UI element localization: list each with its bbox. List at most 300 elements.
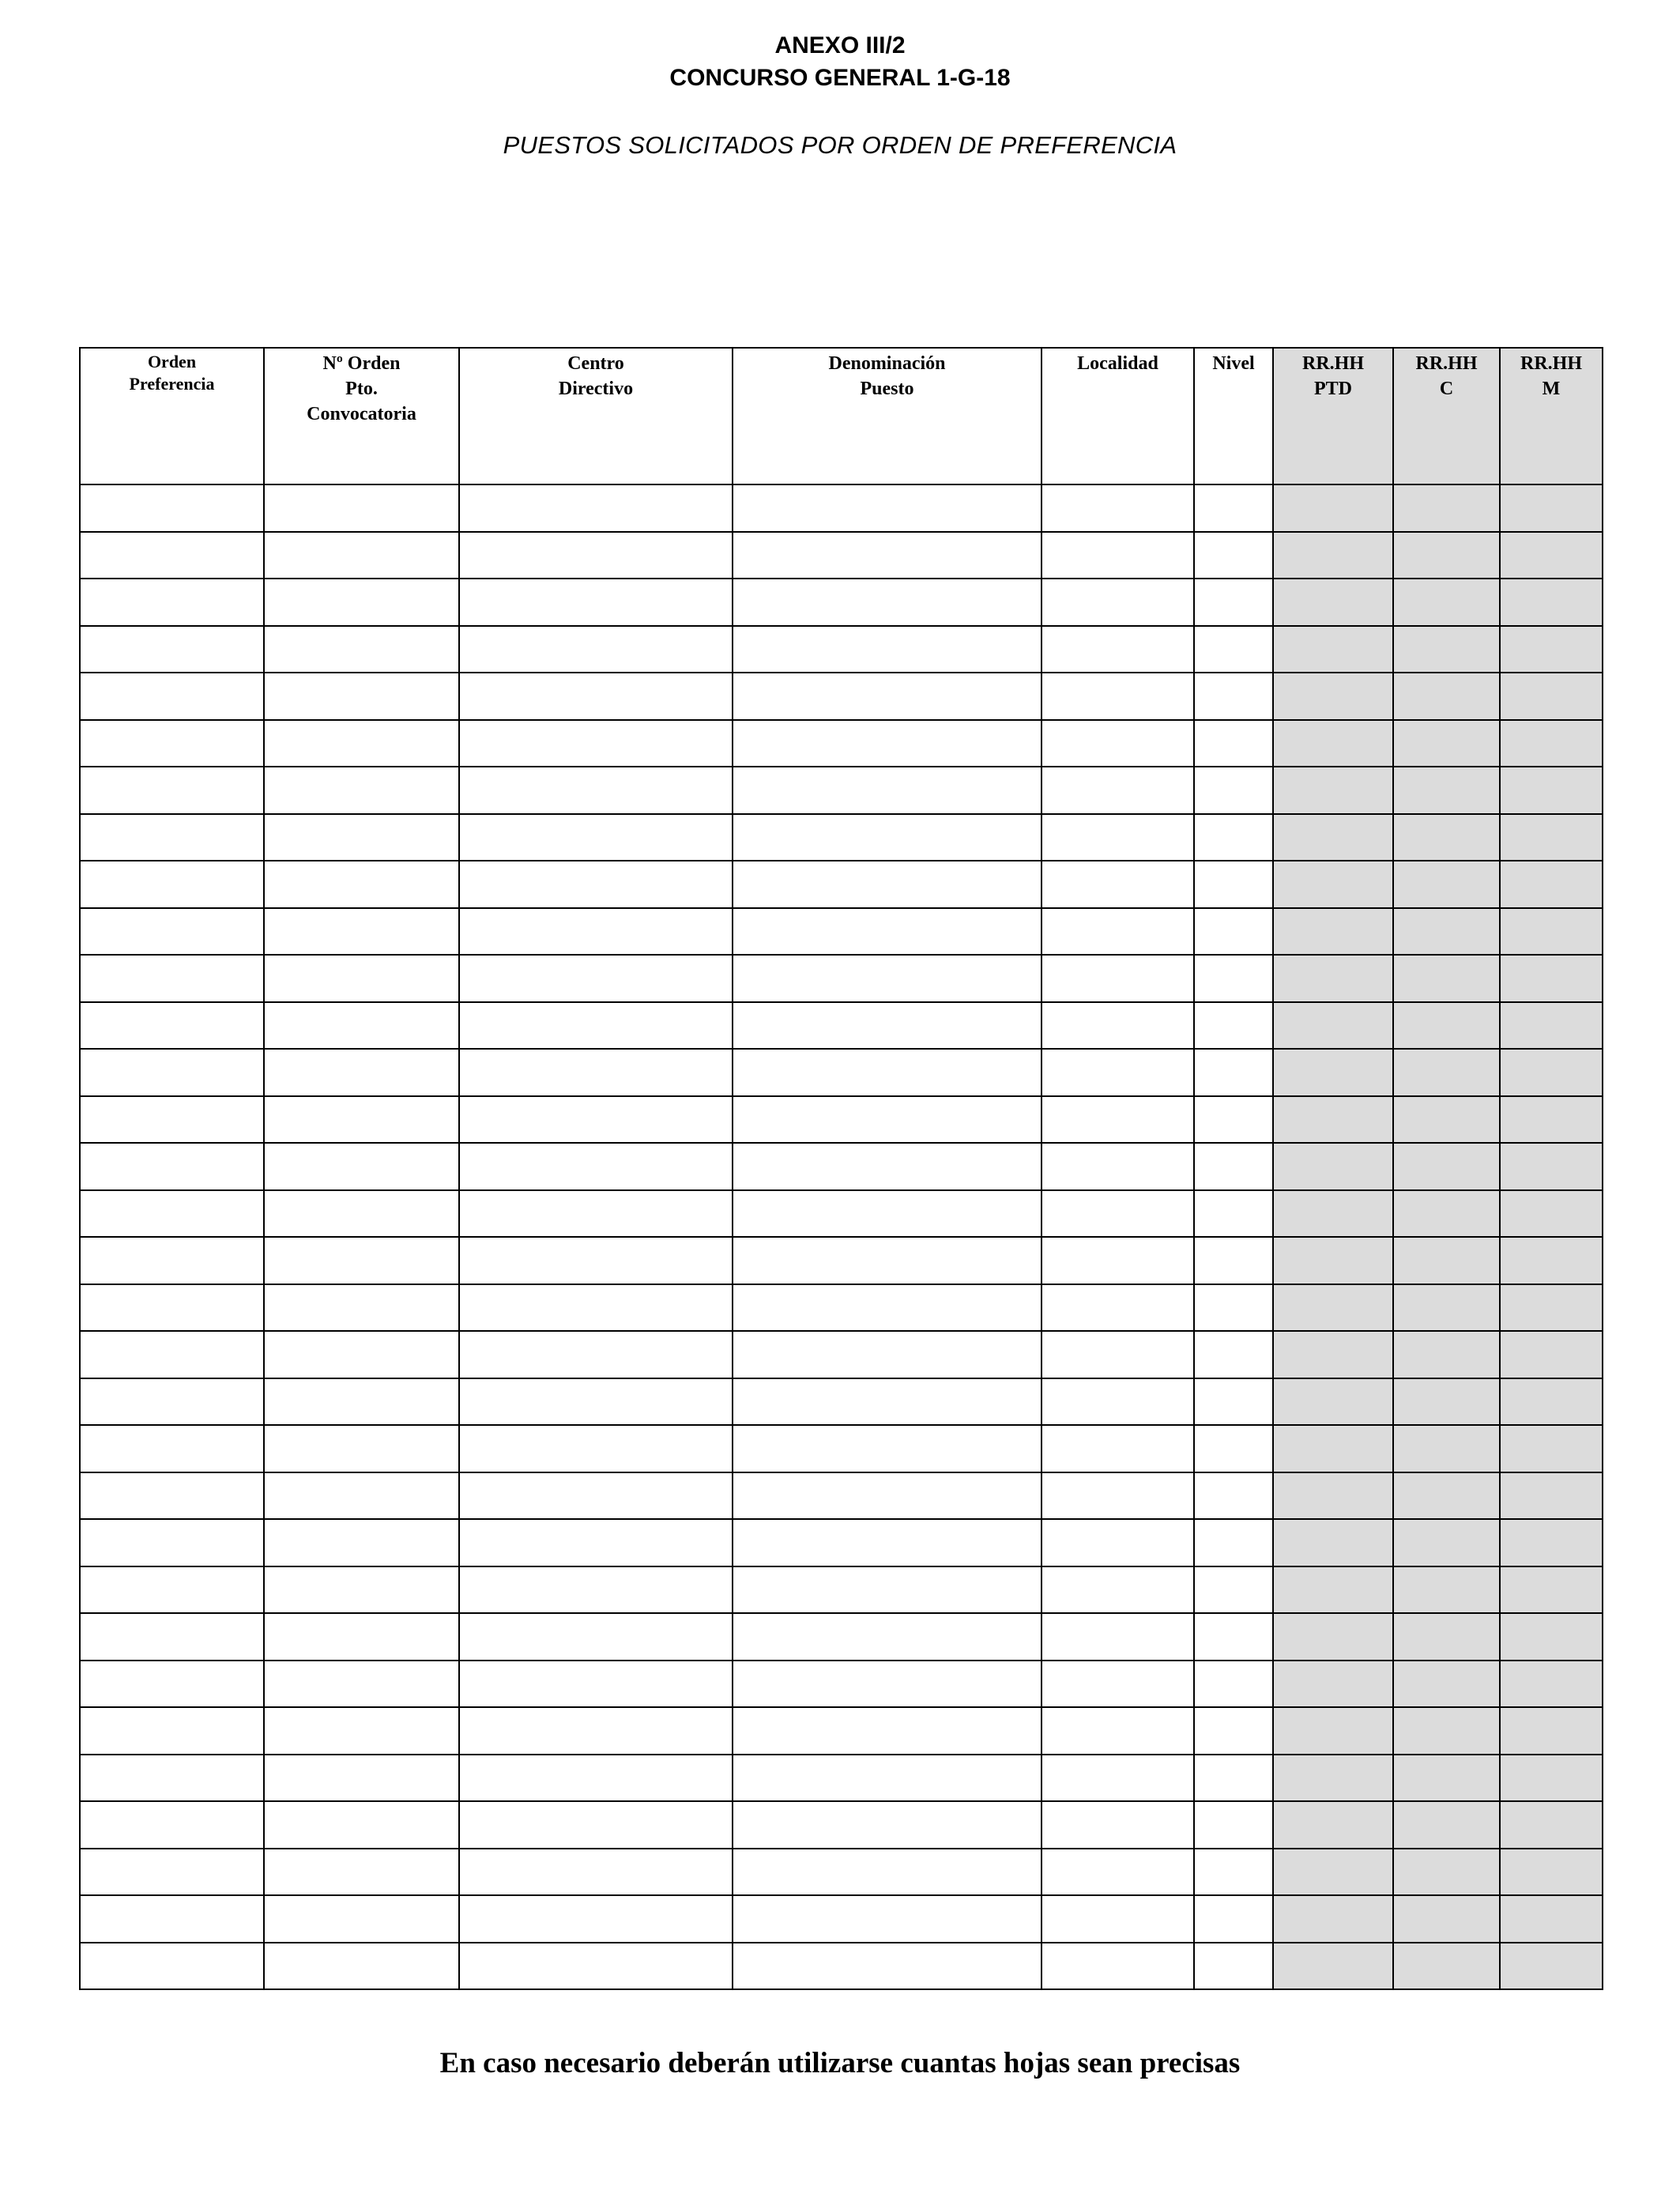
cell-localidad xyxy=(1042,673,1194,720)
cell-centro-directivo xyxy=(459,1237,733,1284)
cell-rrhh-m xyxy=(1500,1566,1603,1614)
cell-localidad xyxy=(1042,1284,1194,1332)
cell-centro-directivo xyxy=(459,1566,733,1614)
cell-rrhh-m xyxy=(1500,720,1603,767)
cell-localidad xyxy=(1042,1096,1194,1144)
cell-localidad xyxy=(1042,955,1194,1002)
col-nivel: Nivel xyxy=(1194,348,1273,484)
cell-rrhh-m xyxy=(1500,955,1603,1002)
cell-nivel xyxy=(1194,1002,1273,1050)
cell-denominacion-puesto xyxy=(733,720,1042,767)
cell-localidad xyxy=(1042,484,1194,532)
cell-rrhh-c xyxy=(1393,1755,1500,1802)
cell-denominacion-puesto xyxy=(733,1425,1042,1472)
cell-rrhh-ptd xyxy=(1273,1707,1393,1755)
table-row xyxy=(80,1707,1603,1755)
cell-orden-preferencia xyxy=(80,579,264,626)
cell-rrhh-ptd xyxy=(1273,1425,1393,1472)
cell-denominacion-puesto xyxy=(733,1002,1042,1050)
cell-orden-preferencia xyxy=(80,908,264,956)
cell-rrhh-c xyxy=(1393,673,1500,720)
cell-nivel xyxy=(1194,1190,1273,1238)
cell-rrhh-c xyxy=(1393,1284,1500,1332)
cell-rrhh-c xyxy=(1393,814,1500,861)
cell-rrhh-ptd xyxy=(1273,1519,1393,1566)
cell-numero-orden xyxy=(264,1284,459,1332)
cell-numero-orden xyxy=(264,532,459,579)
cell-numero-orden xyxy=(264,1002,459,1050)
table-row xyxy=(80,1284,1603,1332)
cell-centro-directivo xyxy=(459,626,733,673)
table-row xyxy=(80,484,1603,532)
cell-rrhh-c xyxy=(1393,1566,1500,1614)
cell-localidad xyxy=(1042,1425,1194,1472)
cell-rrhh-m xyxy=(1500,1237,1603,1284)
cell-rrhh-c xyxy=(1393,955,1500,1002)
cell-nivel xyxy=(1194,1378,1273,1426)
cell-rrhh-m xyxy=(1500,673,1603,720)
cell-centro-directivo xyxy=(459,579,733,626)
cell-rrhh-c xyxy=(1393,767,1500,814)
cell-denominacion-puesto xyxy=(733,1566,1042,1614)
cell-localidad xyxy=(1042,1707,1194,1755)
table-row xyxy=(80,1801,1603,1849)
cell-numero-orden xyxy=(264,1425,459,1472)
cell-nivel xyxy=(1194,861,1273,908)
cell-rrhh-c xyxy=(1393,1801,1500,1849)
cell-numero-orden xyxy=(264,908,459,956)
cell-localidad xyxy=(1042,1190,1194,1238)
cell-nivel xyxy=(1194,1049,1273,1096)
cell-denominacion-puesto xyxy=(733,1661,1042,1708)
cell-rrhh-c xyxy=(1393,1237,1500,1284)
cell-orden-preferencia xyxy=(80,955,264,1002)
cell-denominacion-puesto xyxy=(733,1331,1042,1378)
cell-nivel xyxy=(1194,1143,1273,1190)
cell-localidad xyxy=(1042,1002,1194,1050)
cell-orden-preferencia xyxy=(80,1002,264,1050)
cell-orden-preferencia xyxy=(80,1613,264,1661)
table-row xyxy=(80,626,1603,673)
cell-localidad xyxy=(1042,1849,1194,1896)
cell-centro-directivo xyxy=(459,1849,733,1896)
table-row xyxy=(80,720,1603,767)
cell-rrhh-c xyxy=(1393,720,1500,767)
cell-nivel xyxy=(1194,1425,1273,1472)
cell-rrhh-m xyxy=(1500,1661,1603,1708)
cell-localidad xyxy=(1042,1237,1194,1284)
cell-rrhh-c xyxy=(1393,1707,1500,1755)
cell-orden-preferencia xyxy=(80,814,264,861)
cell-localidad xyxy=(1042,626,1194,673)
cell-localidad xyxy=(1042,1049,1194,1096)
cell-orden-preferencia xyxy=(80,1895,264,1943)
cell-localidad xyxy=(1042,1378,1194,1426)
cell-nivel xyxy=(1194,720,1273,767)
cell-rrhh-ptd xyxy=(1273,720,1393,767)
cell-centro-directivo xyxy=(459,1331,733,1378)
cell-rrhh-m xyxy=(1500,861,1603,908)
cell-rrhh-m xyxy=(1500,1143,1603,1190)
cell-centro-directivo xyxy=(459,1284,733,1332)
col-orden-preferencia: Orden Preferencia xyxy=(80,348,264,484)
cell-denominacion-puesto xyxy=(733,1849,1042,1896)
cell-rrhh-ptd xyxy=(1273,1284,1393,1332)
cell-nivel xyxy=(1194,1519,1273,1566)
cell-centro-directivo xyxy=(459,720,733,767)
cell-rrhh-m xyxy=(1500,1519,1603,1566)
cell-rrhh-ptd xyxy=(1273,579,1393,626)
table-row xyxy=(80,1237,1603,1284)
cell-localidad xyxy=(1042,1143,1194,1190)
cell-rrhh-m xyxy=(1500,1284,1603,1332)
cell-nivel xyxy=(1194,955,1273,1002)
table-row xyxy=(80,1096,1603,1144)
cell-orden-preferencia xyxy=(80,1801,264,1849)
cell-rrhh-ptd xyxy=(1273,1895,1393,1943)
cell-numero-orden xyxy=(264,1661,459,1708)
cell-nivel xyxy=(1194,1472,1273,1520)
cell-orden-preferencia xyxy=(80,1519,264,1566)
cell-nivel xyxy=(1194,814,1273,861)
cell-numero-orden xyxy=(264,1190,459,1238)
col-numero-orden: Nº Orden Pto. Convocatoria xyxy=(264,348,459,484)
cell-localidad xyxy=(1042,1801,1194,1849)
cell-localidad xyxy=(1042,861,1194,908)
cell-nivel xyxy=(1194,1849,1273,1896)
table-row xyxy=(80,767,1603,814)
cell-centro-directivo xyxy=(459,1755,733,1802)
table-row xyxy=(80,1331,1603,1378)
cell-denominacion-puesto xyxy=(733,955,1042,1002)
cell-numero-orden xyxy=(264,1096,459,1144)
table-row xyxy=(80,861,1603,908)
cell-rrhh-c xyxy=(1393,1190,1500,1238)
cell-numero-orden xyxy=(264,1943,459,1990)
cell-rrhh-ptd xyxy=(1273,1143,1393,1190)
cell-centro-directivo xyxy=(459,1519,733,1566)
cell-orden-preferencia xyxy=(80,1707,264,1755)
cell-centro-directivo xyxy=(459,1613,733,1661)
col-localidad: Localidad xyxy=(1042,348,1194,484)
cell-localidad xyxy=(1042,814,1194,861)
contest-title: CONCURSO GENERAL 1-G-18 xyxy=(669,65,1011,91)
cell-localidad xyxy=(1042,1613,1194,1661)
cell-denominacion-puesto xyxy=(733,1096,1042,1144)
table-row xyxy=(80,1755,1603,1802)
table-row xyxy=(80,1943,1603,1990)
cell-centro-directivo xyxy=(459,908,733,956)
cell-rrhh-c xyxy=(1393,532,1500,579)
cell-localidad xyxy=(1042,720,1194,767)
cell-nivel xyxy=(1194,1943,1273,1990)
cell-orden-preferencia xyxy=(80,1472,264,1520)
cell-centro-directivo xyxy=(459,532,733,579)
cell-localidad xyxy=(1042,908,1194,956)
cell-numero-orden xyxy=(264,1895,459,1943)
cell-nivel xyxy=(1194,1237,1273,1284)
cell-rrhh-ptd xyxy=(1273,1755,1393,1802)
cell-rrhh-ptd xyxy=(1273,484,1393,532)
cell-numero-orden xyxy=(264,579,459,626)
cell-denominacion-puesto xyxy=(733,1613,1042,1661)
cell-rrhh-ptd xyxy=(1273,1190,1393,1238)
preferences-table xyxy=(79,347,1603,1990)
cell-rrhh-c xyxy=(1393,1895,1500,1943)
cell-rrhh-ptd xyxy=(1273,1849,1393,1896)
cell-orden-preferencia xyxy=(80,767,264,814)
table-row xyxy=(80,1895,1603,1943)
cell-centro-directivo xyxy=(459,1472,733,1520)
cell-rrhh-c xyxy=(1393,1472,1500,1520)
cell-rrhh-m xyxy=(1500,1849,1603,1896)
cell-denominacion-puesto xyxy=(733,1707,1042,1755)
cell-rrhh-c xyxy=(1393,861,1500,908)
cell-orden-preferencia xyxy=(80,1143,264,1190)
cell-numero-orden xyxy=(264,484,459,532)
col-rrhh-c: RR.HH C xyxy=(1393,348,1500,484)
table-row xyxy=(80,579,1603,626)
cell-denominacion-puesto xyxy=(733,1519,1042,1566)
table-row xyxy=(80,532,1603,579)
table-body xyxy=(80,484,1603,1989)
cell-numero-orden xyxy=(264,673,459,720)
cell-nivel xyxy=(1194,1755,1273,1802)
cell-rrhh-m xyxy=(1500,814,1603,861)
cell-nivel xyxy=(1194,626,1273,673)
cell-centro-directivo xyxy=(459,1661,733,1708)
cell-rrhh-c xyxy=(1393,1849,1500,1896)
cell-rrhh-c xyxy=(1393,1425,1500,1472)
cell-centro-directivo xyxy=(459,1190,733,1238)
cell-denominacion-puesto xyxy=(733,1049,1042,1096)
cell-localidad xyxy=(1042,1331,1194,1378)
cell-numero-orden xyxy=(264,1707,459,1755)
cell-orden-preferencia xyxy=(80,861,264,908)
cell-denominacion-puesto xyxy=(733,1472,1042,1520)
cell-numero-orden xyxy=(264,1331,459,1378)
cell-numero-orden xyxy=(264,861,459,908)
cell-nivel xyxy=(1194,1801,1273,1849)
cell-localidad xyxy=(1042,532,1194,579)
cell-rrhh-m xyxy=(1500,908,1603,956)
cell-denominacion-puesto xyxy=(733,1943,1042,1990)
table-row xyxy=(80,1378,1603,1426)
cell-orden-preferencia xyxy=(80,1049,264,1096)
footer-note: En caso necesario deberán utilizarse cuantas hojas sean precisas xyxy=(439,2047,1241,2079)
cell-denominacion-puesto xyxy=(733,532,1042,579)
cell-rrhh-m xyxy=(1500,1002,1603,1050)
cell-numero-orden xyxy=(264,1801,459,1849)
cell-orden-preferencia xyxy=(80,626,264,673)
cell-orden-preferencia xyxy=(80,673,264,720)
cell-numero-orden xyxy=(264,1755,459,1802)
cell-centro-directivo xyxy=(459,1895,733,1943)
cell-rrhh-c xyxy=(1393,1519,1500,1566)
cell-orden-preferencia xyxy=(80,720,264,767)
cell-rrhh-c xyxy=(1393,484,1500,532)
cell-nivel xyxy=(1194,1613,1273,1661)
col-rrhh-ptd: RR.HH PTD xyxy=(1273,348,1393,484)
cell-numero-orden xyxy=(264,955,459,1002)
cell-numero-orden xyxy=(264,1566,459,1614)
cell-rrhh-ptd xyxy=(1273,1096,1393,1144)
cell-orden-preferencia xyxy=(80,1661,264,1708)
cell-nivel xyxy=(1194,1284,1273,1332)
cell-denominacion-puesto xyxy=(733,1284,1042,1332)
cell-rrhh-ptd xyxy=(1273,1943,1393,1990)
table-header-row xyxy=(80,348,1603,484)
cell-rrhh-ptd xyxy=(1273,1613,1393,1661)
cell-denominacion-puesto xyxy=(733,767,1042,814)
table-row xyxy=(80,1049,1603,1096)
cell-numero-orden xyxy=(264,1049,459,1096)
cell-rrhh-c xyxy=(1393,908,1500,956)
cell-rrhh-ptd xyxy=(1273,1801,1393,1849)
cell-centro-directivo xyxy=(459,1096,733,1144)
cell-numero-orden xyxy=(264,1519,459,1566)
table-row xyxy=(80,1472,1603,1520)
cell-denominacion-puesto xyxy=(733,1190,1042,1238)
cell-rrhh-ptd xyxy=(1273,1566,1393,1614)
cell-rrhh-ptd xyxy=(1273,1049,1393,1096)
cell-nivel xyxy=(1194,1661,1273,1708)
cell-rrhh-m xyxy=(1500,1801,1603,1849)
cell-rrhh-ptd xyxy=(1273,1331,1393,1378)
cell-denominacion-puesto xyxy=(733,673,1042,720)
cell-numero-orden xyxy=(264,1849,459,1896)
cell-rrhh-c xyxy=(1393,1049,1500,1096)
cell-localidad xyxy=(1042,1943,1194,1990)
table-row xyxy=(80,1849,1603,1896)
cell-rrhh-c xyxy=(1393,1943,1500,1990)
table-row xyxy=(80,1613,1603,1661)
cell-nivel xyxy=(1194,1566,1273,1614)
cell-orden-preferencia xyxy=(80,1331,264,1378)
cell-orden-preferencia xyxy=(80,1190,264,1238)
table-row xyxy=(80,1190,1603,1238)
cell-denominacion-puesto xyxy=(733,861,1042,908)
cell-centro-directivo xyxy=(459,814,733,861)
table-row xyxy=(80,908,1603,956)
cell-nivel xyxy=(1194,1096,1273,1144)
cell-denominacion-puesto xyxy=(733,1378,1042,1426)
cell-rrhh-m xyxy=(1500,1895,1603,1943)
cell-nivel xyxy=(1194,673,1273,720)
table-row xyxy=(80,1002,1603,1050)
cell-nivel xyxy=(1194,1331,1273,1378)
cell-rrhh-ptd xyxy=(1273,673,1393,720)
cell-rrhh-m xyxy=(1500,1049,1603,1096)
table-row xyxy=(80,1519,1603,1566)
cell-denominacion-puesto xyxy=(733,626,1042,673)
cell-numero-orden xyxy=(264,1237,459,1284)
cell-rrhh-c xyxy=(1393,1002,1500,1050)
cell-rrhh-m xyxy=(1500,1378,1603,1426)
cell-rrhh-m xyxy=(1500,1331,1603,1378)
cell-numero-orden xyxy=(264,814,459,861)
cell-nivel xyxy=(1194,532,1273,579)
cell-numero-orden xyxy=(264,1143,459,1190)
cell-nivel xyxy=(1194,484,1273,532)
cell-rrhh-c xyxy=(1393,1613,1500,1661)
cell-nivel xyxy=(1194,1895,1273,1943)
col-centro-directivo: Centro Directivo xyxy=(459,348,733,484)
cell-rrhh-ptd xyxy=(1273,1378,1393,1426)
table-row xyxy=(80,1566,1603,1614)
cell-localidad xyxy=(1042,767,1194,814)
cell-rrhh-ptd xyxy=(1273,1002,1393,1050)
cell-localidad xyxy=(1042,1755,1194,1802)
cell-rrhh-ptd xyxy=(1273,1472,1393,1520)
cell-numero-orden xyxy=(264,1472,459,1520)
cell-rrhh-m xyxy=(1500,1190,1603,1238)
cell-rrhh-c xyxy=(1393,1661,1500,1708)
cell-rrhh-ptd xyxy=(1273,814,1393,861)
cell-rrhh-m xyxy=(1500,1425,1603,1472)
cell-denominacion-puesto xyxy=(733,814,1042,861)
cell-orden-preferencia xyxy=(80,1284,264,1332)
cell-denominacion-puesto xyxy=(733,1895,1042,1943)
form-subtitle: PUESTOS SOLICITADOS POR ORDEN DE PREFERENCIA xyxy=(503,131,1177,159)
cell-rrhh-c xyxy=(1393,626,1500,673)
cell-centro-directivo xyxy=(459,1943,733,1990)
cell-rrhh-ptd xyxy=(1273,908,1393,956)
cell-centro-directivo xyxy=(459,1801,733,1849)
cell-rrhh-m xyxy=(1500,1096,1603,1144)
cell-denominacion-puesto xyxy=(733,1755,1042,1802)
cell-nivel xyxy=(1194,767,1273,814)
col-denominacion-puesto: Denominación Puesto xyxy=(733,348,1042,484)
cell-rrhh-m xyxy=(1500,1755,1603,1802)
cell-orden-preferencia xyxy=(80,1566,264,1614)
cell-centro-directivo xyxy=(459,1143,733,1190)
cell-rrhh-c xyxy=(1393,1143,1500,1190)
table-row xyxy=(80,955,1603,1002)
cell-rrhh-c xyxy=(1393,1378,1500,1426)
cell-localidad xyxy=(1042,1895,1194,1943)
cell-numero-orden xyxy=(264,1613,459,1661)
cell-rrhh-ptd xyxy=(1273,861,1393,908)
cell-denominacion-puesto xyxy=(733,1237,1042,1284)
cell-rrhh-m xyxy=(1500,532,1603,579)
cell-rrhh-m xyxy=(1500,579,1603,626)
cell-localidad xyxy=(1042,1661,1194,1708)
cell-centro-directivo xyxy=(459,1002,733,1050)
cell-centro-directivo xyxy=(459,1425,733,1472)
cell-orden-preferencia xyxy=(80,484,264,532)
cell-centro-directivo xyxy=(459,955,733,1002)
table-row xyxy=(80,1425,1603,1472)
cell-centro-directivo xyxy=(459,1049,733,1096)
cell-centro-directivo xyxy=(459,484,733,532)
cell-nivel xyxy=(1194,579,1273,626)
cell-localidad xyxy=(1042,579,1194,626)
cell-centro-directivo xyxy=(459,1707,733,1755)
cell-rrhh-m xyxy=(1500,1613,1603,1661)
table-row xyxy=(80,814,1603,861)
cell-rrhh-m xyxy=(1500,1707,1603,1755)
cell-rrhh-c xyxy=(1393,1331,1500,1378)
cell-rrhh-ptd xyxy=(1273,532,1393,579)
cell-rrhh-m xyxy=(1500,767,1603,814)
table-row xyxy=(80,1143,1603,1190)
cell-rrhh-ptd xyxy=(1273,767,1393,814)
cell-rrhh-m xyxy=(1500,626,1603,673)
cell-rrhh-m xyxy=(1500,1943,1603,1990)
cell-rrhh-c xyxy=(1393,579,1500,626)
cell-rrhh-ptd xyxy=(1273,1237,1393,1284)
